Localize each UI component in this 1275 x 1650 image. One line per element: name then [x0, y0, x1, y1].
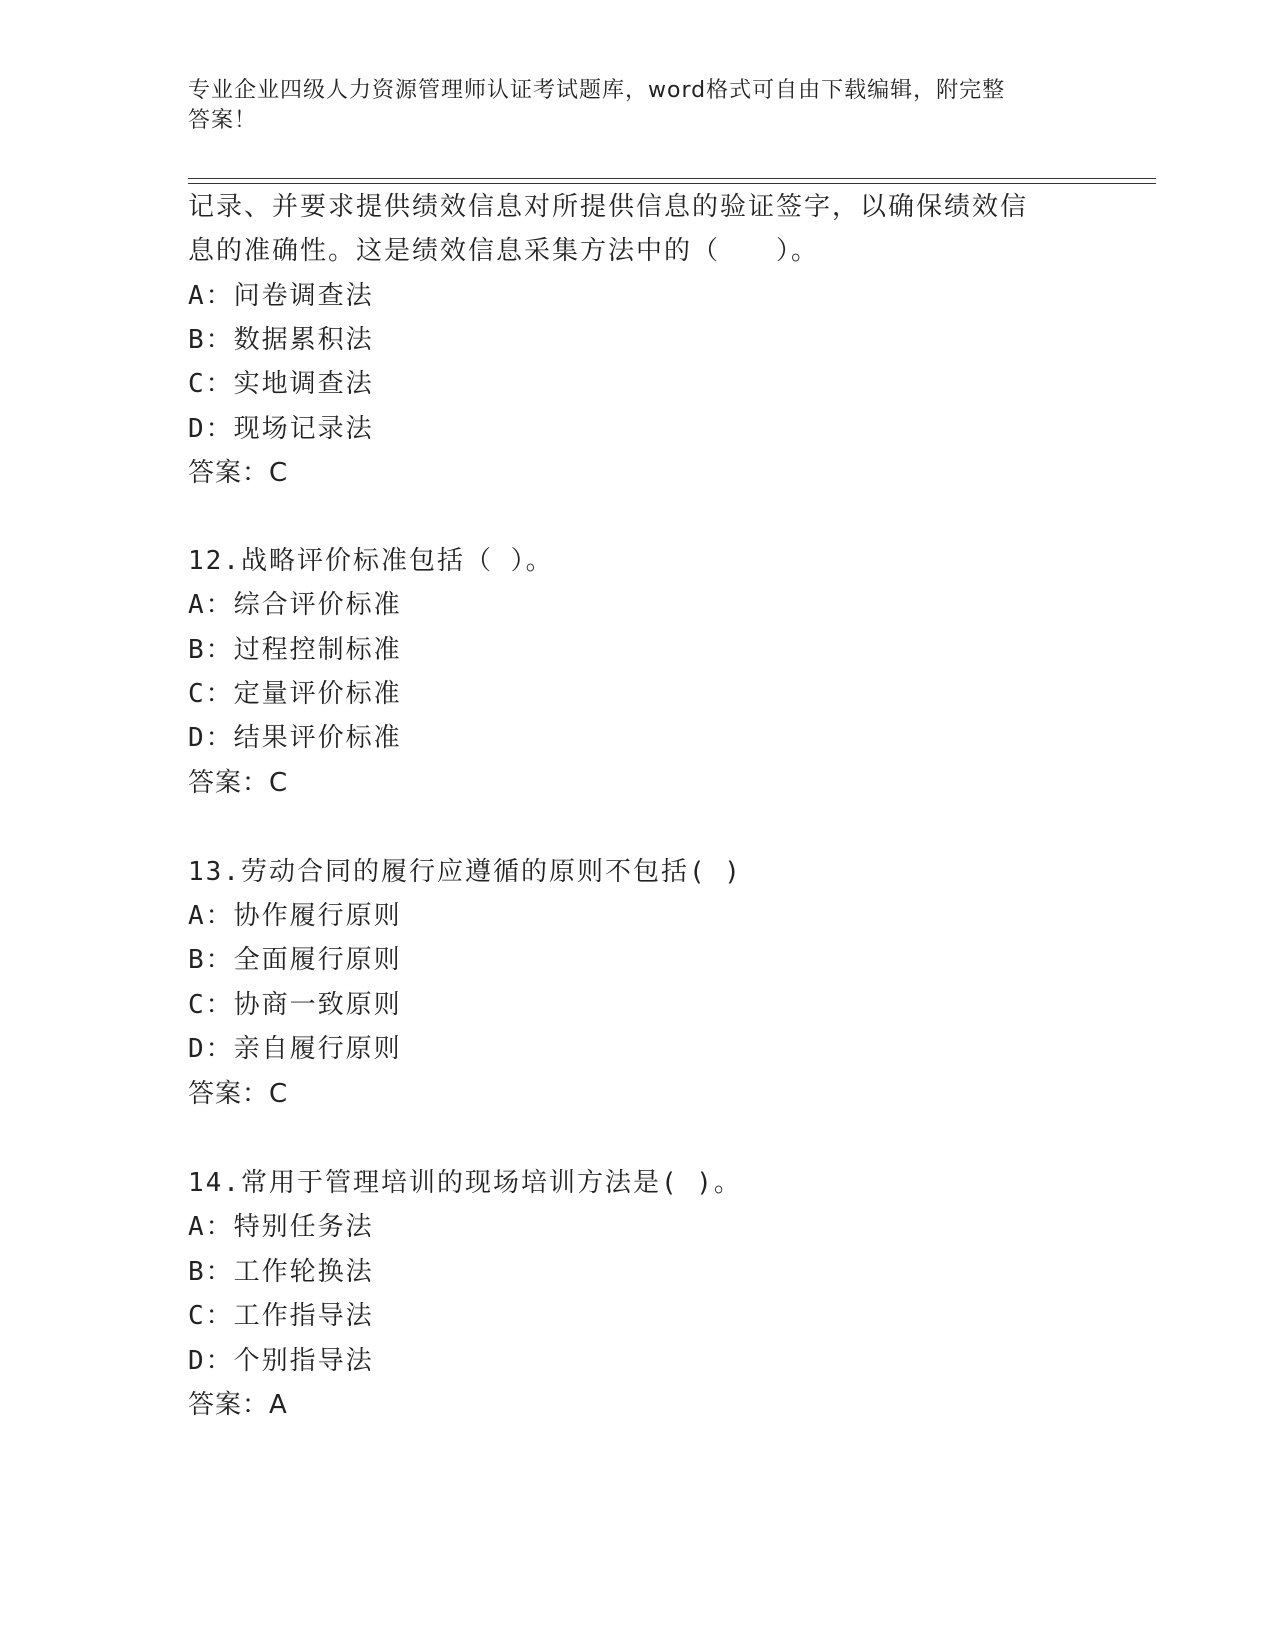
option-d: D：结果评价标准	[188, 723, 402, 753]
option-c: C：协商一致原则	[188, 990, 402, 1020]
question-stem-line: 记录、并要求提供绩效信息对所提供信息的验证签字，以确保绩效信	[188, 192, 1029, 222]
option-c: C：实地调查法	[188, 369, 374, 399]
option-b: B：工作轮换法	[188, 1257, 374, 1287]
option-a: A：问卷调查法	[188, 281, 374, 311]
question-stem-line: 息的准确性。这是绩效信息采集方法中的（ ）。	[188, 236, 820, 266]
option-b: B：过程控制标准	[188, 635, 402, 665]
option-a: A：特别任务法	[188, 1212, 374, 1242]
option-b: B：全面履行原则	[188, 945, 402, 975]
question-stem: 13.劳动合同的履行应遵循的原则不包括( )	[188, 857, 742, 887]
header-line-2: 答案！	[188, 108, 258, 133]
header-divider-bottom	[188, 183, 1156, 184]
question-stem: 14.常用于管理培训的现场培训方法是( )。	[188, 1168, 742, 1198]
document-header	[188, 76, 1088, 136]
answer-line: 答案：A	[188, 1390, 288, 1420]
option-c: C：定量评价标准	[188, 679, 402, 709]
question-stem: 12.战略评价标准包括（ ）。	[188, 546, 554, 576]
option-d: D：个别指导法	[188, 1346, 374, 1376]
answer-line: 答案：C	[188, 768, 289, 798]
option-d: D：现场记录法	[188, 414, 374, 444]
option-a: A：综合评价标准	[188, 590, 402, 620]
header-line-1: 专业企业四级人力资源管理师认证考试题库，word格式可自由下载编辑，附完整	[188, 78, 1006, 103]
option-b: B：数据累积法	[188, 325, 374, 355]
answer-line: 答案：C	[188, 1079, 289, 1109]
answer-line: 答案：C	[188, 458, 289, 488]
option-c: C：工作指导法	[188, 1301, 374, 1331]
header-divider-top	[188, 178, 1156, 179]
option-a: A：协作履行原则	[188, 901, 402, 931]
option-d: D：亲自履行原则	[188, 1034, 402, 1064]
